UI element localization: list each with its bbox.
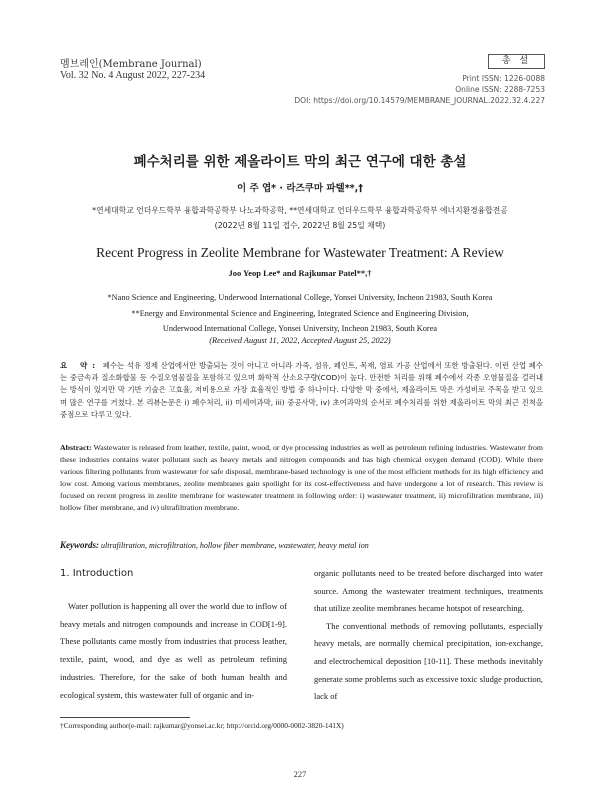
english-abstract-label: Abstract: [60,443,92,452]
doi-link[interactable]: DOI: https://doi.org/10.14579/MEMBRANE_JOURNAL.2022.32.4.227 [294,96,545,105]
affiliation-line-2: **Energy and Environmental Science and Engineering, Integrated Science and Engineering Division, [131,308,469,318]
page-number: 227 [293,769,307,779]
english-affiliations [0,290,600,337]
english-authors: Joo Yeop Lee* and Rajkumar Patel**,† [228,268,372,278]
volume-info: Vol. 32 No. 4 August 2022, 227-234 [60,70,206,81]
issn-block [294,73,545,106]
affiliation-line-1: *Nano Science and Engineering, Underwood International College, Yonsei University, Incheon 21983, South Korea [107,293,493,302]
keywords-label: Keywords: [60,540,99,550]
korean-affiliations: *연세대학교 언더우드학부 융합과학공학부 나노과학공학, **연세대학교 언더우드학부 융합과학공학부 에너지환경융합전공 [92,206,508,215]
section-heading-introduction: 1. Introduction [60,568,134,579]
article-type-badge: 총 설 [488,54,545,69]
right-paragraph-continued: organic pollutants need to be treated before discharged into water source. Among the wastewater treatment techniques, treatments that utilize zeolite membranes became hotspot of researching. [314,568,543,614]
footnote-divider [60,717,190,718]
english-abstract [60,442,543,513]
journal-name: 멤브레인(Membrane Journal) [60,59,202,70]
right-paragraph-conventional-methods: The conventional methods of removing pollutants, especially heavy metals, are normally chemical precipitation, ion-exchange, and electrochemical deposition [10-11]. These methods inevitably generate some problems such as excessive toxic sludge production, lack of [314,620,543,702]
korean-authors: 이 주 엽* · 라즈쿠마 파텔**,† [236,183,363,194]
korean-title: 폐수처리를 위한 제올라이트 막의 최근 연구에 대한 총설 [133,154,467,170]
korean-abstract [60,360,543,421]
keywords-text: ultrafiltration, microfiltration, hollow fiber membrane, wastewater, heavy metal ion [101,541,369,550]
affiliation-line-3: Underwood International College, Yonsei University, Incheon 21983, South Korea [162,324,438,333]
english-dates: (Received August 11, 2022, Accepted August 25, 2022) [209,336,391,345]
online-issn: Online ISSN: 2288-7253 [455,85,545,94]
body-left-column: Water pollution is happening all over the world due to inflow of heavy metals and nitrogen compounds and increase in COD[1-9]. These pollutants came mostly from industries that process leather, textile, paint, wood, and dye as well as petroleum refining industries. Therefore, for the sake of both human health and ecological system, this wastewater full of organic and in- [60,601,287,700]
korean-abstract-label: 요 약: [60,361,101,370]
corresponding-author-footnote: †Corresponding author(e-mail: rajkumar@yonsei.ac.kr; http://orcid.org/0000-0002-3820-141X) [60,721,344,730]
korean-abstract-text: 폐수는 석유 정제 산업에서만 방출되는 것이 아니고 아니라 가죽, 섬유, 페인트, 목재, 염료 가공 산업에서 또한 방출된다. 이런 산업 폐수는 중금속과 질소화합물 등 수질오염물질을 포함하고 있으며 화학적 산소요구량(COD)이 높다. 안전한 처리를 위해 폐수에서 각종 오염물질을 걸러내는 방식이 있지만 막 기반 기술은 고효율, 저비용으로 가장 효율적인 방법 중 하나이다. 다양한 막 중에서, 제올라이트 막은 가성비로 주목을 받고 있으며 많은 연구를 거쳤다. 본 리뷰논문은 i) 폐수처리, ii) 미세여과막, iii) 중공사막, iv) 초여과막의 순서로 폐수처리를 위한 제올라이트 막의 최근 진척을 중점으로 다루고 있다. [60,361,543,419]
keywords [60,540,543,550]
english-abstract-text: Wastewater is released from leather, textile, paint, wood, or dye processing industries as well as petroleum refining industries. Wastewater from these industries contains water pollutant such as heavy metals and nitrogen compounds and has high chemical oxygen demand (COD). While there various filtering pollutants from wastewater for safe disposal, membrane-based technology is one of the most efficient methods for its high efficiency and low cost. Among various membranes, zeolite membranes gain spotlight for its cost-effectiveness and have undergone a lot of research. This review is focused on recent progress in zeolite membrane for wastewater treatment in following order: i) wastewater treatment, ii) microfiltration membrane, iii) hollow fiber membrane, and iv) ultrafiltration membrane. [60,443,543,512]
body-right-column [314,565,543,706]
print-issn: Print ISSN: 1226-0088 [462,74,545,83]
english-title: Recent Progress in Zeolite Membrane for Wastewater Treatment: A Review [96,245,504,260]
korean-dates: (2022년 8월 11일 접수, 2022년 8월 25일 채택) [214,221,386,230]
